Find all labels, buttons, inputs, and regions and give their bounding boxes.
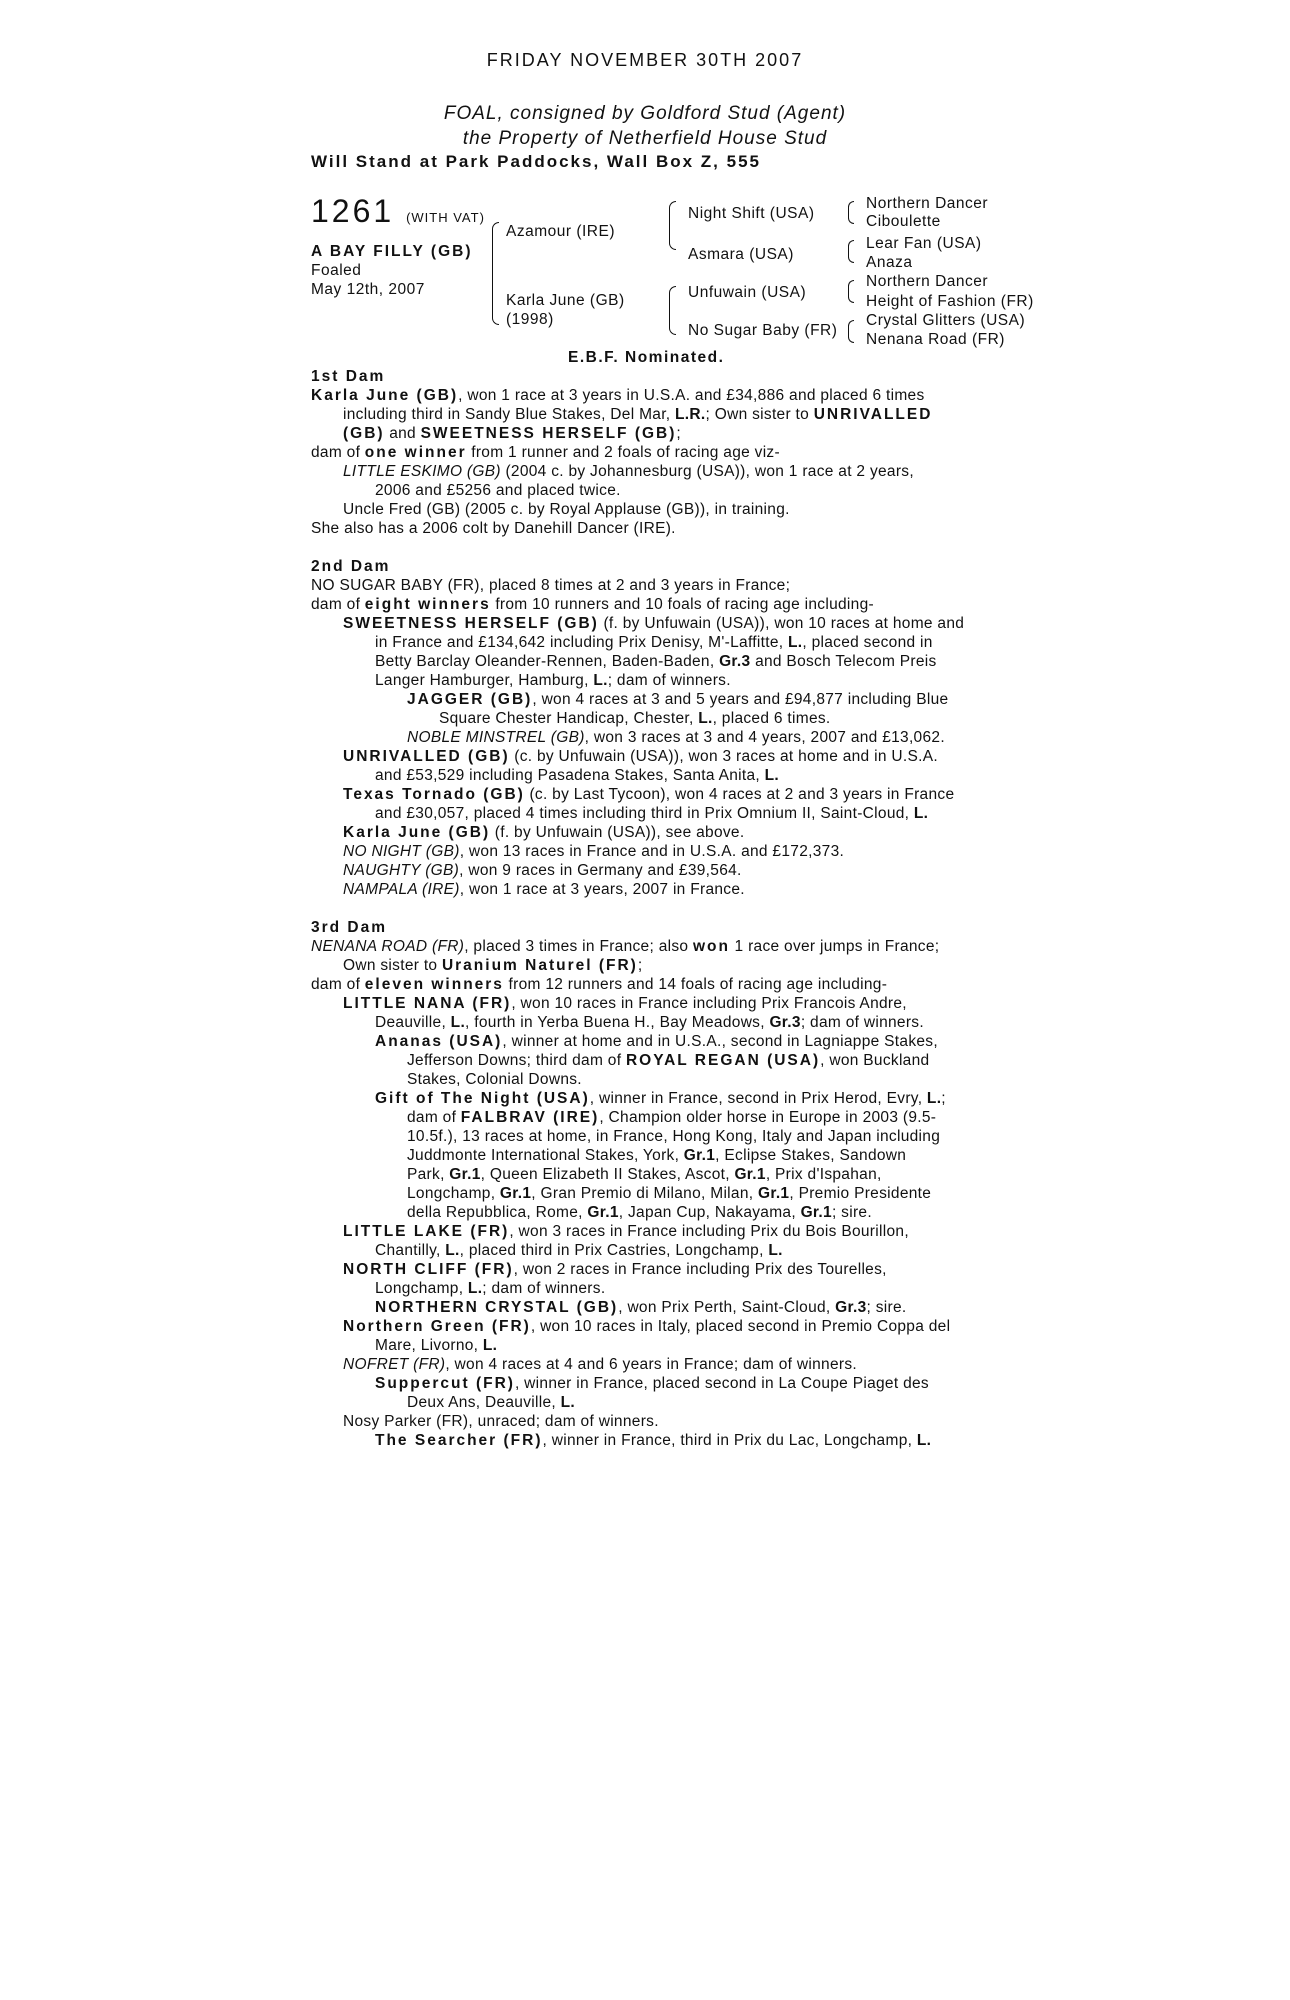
lot-number: 1261 (WITH VAT)	[311, 193, 485, 229]
ancestor: Northern Dancer	[866, 273, 989, 290]
produce-item: Betty Barclay Oleander-Rennen, Baden-Baden, Gr.3 and Bosch Telecom Preis	[375, 653, 937, 670]
third-dam-line: Own sister to Uranium Naturel (FR);	[343, 957, 643, 974]
first-dam-heading: 1st Dam	[311, 368, 386, 385]
property-line: the Property of Netherfield House Stud	[462, 128, 828, 149]
produce-item: Gift of The Night (USA), winner in France, second in Prix Herod, Evry, L.;	[375, 1090, 946, 1107]
pedigree-brace	[492, 254, 499, 325]
dam-dam: No Sugar Baby (FR)	[688, 322, 838, 339]
lot-description: A BAY FILLY (GB)	[311, 243, 473, 260]
produce-item: Ananas (USA), winner at home and in U.S.A., second in Lagniappe Stakes,	[375, 1033, 938, 1050]
produce-item: NOBLE MINSTREL (GB), won 3 races at 3 and 4 years, 2007 and £13,062.	[407, 729, 945, 746]
ancestor: Lear Fan (USA)	[866, 235, 982, 252]
produce-item: Park, Gr.1, Queen Elizabeth II Stakes, Ascot, Gr.1, Prix d'Ispahan,	[407, 1166, 882, 1183]
first-dam-colt: She also has a 2006 colt by Danehill Dancer (IRE).	[311, 520, 676, 537]
first-dam-line: Karla June (GB), won 1 race at 3 years in U.S.A. and £34,886 and placed 6 times	[311, 387, 925, 404]
produce-item: Northern Green (FR), won 10 races in Italy, placed second in Premio Coppa del	[343, 1318, 951, 1335]
ebf-note: E.B.F. Nominated.	[568, 349, 725, 366]
produce-item: LITTLE ESKIMO (GB) (2004 c. by Johannesburg (USA)), won 1 race at 2 years,	[343, 463, 914, 480]
produce-item: 10.5f.), 13 races at home, in France, Hong Kong, Italy and Japan including	[407, 1128, 941, 1145]
produce-item: The Searcher (FR), winner in France, third in Prix du Lac, Longchamp, L.	[375, 1432, 932, 1449]
ancestor: Ciboulette	[866, 213, 941, 230]
pedigree-brace	[848, 212, 854, 224]
produce-item: Chantilly, L., placed third in Prix Castries, Longchamp, L.	[375, 1242, 783, 1259]
produce-item: Uncle Fred (GB) (2005 c. by Royal Applause (GB)), in training.	[343, 501, 790, 518]
produce-item: Nosy Parker (FR), unraced; dam of winners.	[343, 1413, 659, 1430]
produce-item: LITTLE LAKE (FR), won 3 races in France including Prix du Bois Bourillon,	[343, 1223, 909, 1240]
second-dam-produce: dam of eight winners from 10 runners and 10 foals of racing age including-	[311, 596, 874, 613]
dam: Karla June (GB)	[506, 292, 625, 309]
produce-item: NOFRET (FR), won 4 races at 4 and 6 years in France; dam of winners.	[343, 1356, 858, 1373]
produce-item: NO NIGHT (GB), won 13 races in France and in U.S.A. and £172,373.	[343, 843, 845, 860]
foaled-date: May 12th, 2007	[311, 281, 425, 298]
ancestor: Crystal Glitters (USA)	[866, 312, 1026, 329]
produce-item: Texas Tornado (GB) (c. by Last Tycoon), won 4 races at 2 and 3 years in France	[343, 786, 955, 803]
first-dam-produce: dam of one winner from 1 runner and 2 foals of racing age viz-	[311, 444, 780, 461]
dam-year: (1998)	[506, 311, 554, 328]
sire: Azamour (IRE)	[506, 223, 615, 240]
produce-item: Deux Ans, Deauville, L.	[407, 1394, 576, 1411]
pedigree-brace	[848, 331, 854, 343]
third-dam-heading: 3rd Dam	[311, 919, 388, 936]
catalogue-body	[311, 367, 991, 1450]
produce-item: NAMPALA (IRE), won 1 race at 3 years, 2007 in France.	[343, 881, 745, 898]
first-dam-line: including third in Sandy Blue Stakes, Del Mar, L.R.; Own sister to UNRIVALLED	[343, 406, 933, 423]
ancestor: Nenana Road (FR)	[866, 331, 1005, 348]
second-dam-line: NO SUGAR BABY (FR), placed 8 times at 2 and 3 years in France;	[311, 577, 791, 594]
produce-item: and £30,057, placed 4 times including third in Prix Omnium II, Saint-Cloud, L.	[375, 805, 929, 822]
pedigree-brace	[848, 251, 854, 263]
pedigree-brace	[669, 310, 676, 335]
produce-item: Stakes, Colonial Downs.	[407, 1071, 582, 1088]
produce-item: and £53,529 including Pasadena Stakes, Santa Anita, L.	[375, 767, 779, 784]
second-dam-heading: 2nd Dam	[311, 558, 391, 575]
produce-item: dam of FALBRAV (IRE), Champion older horse in Europe in 2003 (9.5-	[407, 1109, 937, 1126]
produce-item: Karla June (GB) (f. by Unfuwain (USA)), see above.	[343, 824, 745, 841]
produce-item: SWEETNESS HERSELF (GB) (f. by Unfuwain (USA)), won 10 races at home and	[343, 615, 965, 632]
produce-item: NORTHERN CRYSTAL (GB), won Prix Perth, Saint-Cloud, Gr.3; sire.	[375, 1299, 907, 1316]
pedigree-brace	[492, 222, 499, 255]
consignor-line: FOAL, consigned by Goldford Stud (Agent)	[443, 103, 847, 124]
produce-item: Juddmonte International Stakes, York, Gr.1, Eclipse Stakes, Sandown	[407, 1147, 907, 1164]
produce-item: Square Chester Handicap, Chester, L., placed 6 times.	[439, 710, 831, 727]
pedigree-brace	[669, 225, 676, 250]
third-dam-produce: dam of eleven winners from 12 runners and 14 foals of racing age including-	[311, 976, 888, 993]
produce-item: NAUGHTY (GB), won 9 races in Germany and £39,564.	[343, 862, 742, 879]
sire-dam: Asmara (USA)	[688, 246, 794, 263]
ancestor: Height of Fashion (FR)	[866, 293, 1034, 310]
produce-item: 2006 and £5256 and placed twice.	[375, 482, 621, 499]
pedigree-brace	[669, 201, 676, 226]
sale-date: FRIDAY NOVEMBER 30TH 2007	[486, 50, 804, 70]
ancestor: Anaza	[866, 254, 913, 271]
sire-sire: Night Shift (USA)	[688, 205, 815, 222]
pedigree-brace	[848, 291, 854, 303]
produce-item: Suppercut (FR), winner in France, placed second in La Coupe Piaget des	[375, 1375, 929, 1392]
produce-item: UNRIVALLED (GB) (c. by Unfuwain (USA)), won 3 races at home and in U.S.A.	[343, 748, 938, 765]
produce-item: Mare, Livorno, L.	[375, 1337, 498, 1354]
foaled-label: Foaled	[311, 262, 362, 279]
dam-sire: Unfuwain (USA)	[688, 284, 807, 301]
third-dam-line: NENANA ROAD (FR), placed 3 times in France; also won 1 race over jumps in France;	[311, 938, 940, 955]
produce-item: LITTLE NANA (FR), won 10 races in France including Prix Francois Andre,	[343, 995, 907, 1012]
box-location: Will Stand at Park Paddocks, Wall Box Z, 555	[311, 152, 761, 171]
pedigree-brace	[669, 286, 676, 311]
produce-item: in France and £134,642 including Prix Denisy, M'-Laffitte, L., placed second in	[375, 634, 933, 651]
vat-note: (WITH VAT)	[406, 210, 485, 225]
produce-item: della Repubblica, Rome, Gr.1, Japan Cup, Nakayama, Gr.1; sire.	[407, 1204, 872, 1221]
produce-item: Deauville, L., fourth in Yerba Buena H., Bay Meadows, Gr.3; dam of winners.	[375, 1014, 924, 1031]
ancestor: Northern Dancer	[866, 195, 989, 212]
produce-item: Langer Hamburger, Hamburg, L.; dam of winners.	[375, 672, 731, 689]
produce-item: Longchamp, L.; dam of winners.	[375, 1280, 606, 1297]
produce-item: JAGGER (GB), won 4 races at 3 and 5 years and £94,877 including Blue	[407, 691, 949, 708]
first-dam-line: (GB) and SWEETNESS HERSELF (GB);	[343, 425, 682, 442]
produce-item: Longchamp, Gr.1, Gran Premio di Milano, Milan, Gr.1, Premio Presidente	[407, 1185, 932, 1202]
produce-item: Jefferson Downs; third dam of ROYAL REGAN (USA), won Buckland	[407, 1052, 930, 1069]
produce-item: NORTH CLIFF (FR), won 2 races in France including Prix des Tourelles,	[343, 1261, 887, 1278]
